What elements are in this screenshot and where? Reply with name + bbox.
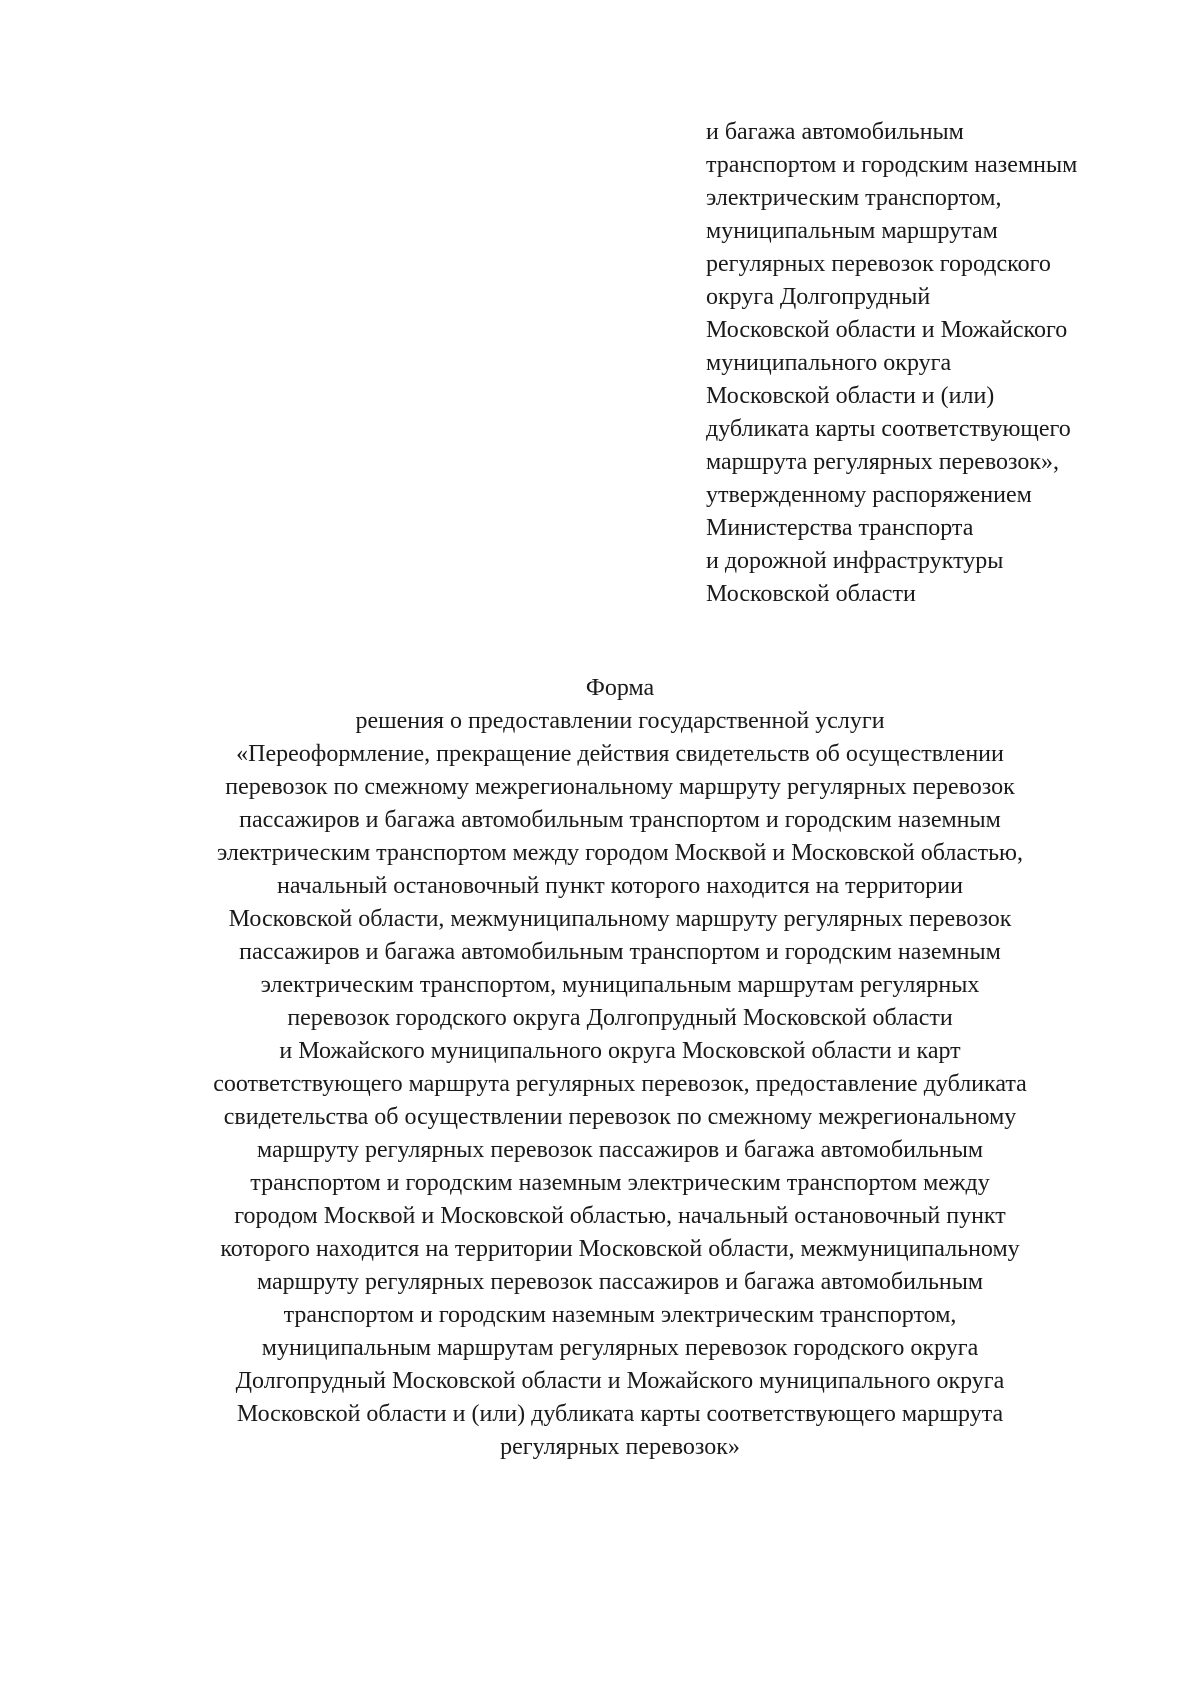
approval-reference-line: Московской области	[706, 581, 916, 607]
approval-reference-line: муниципальным маршрутам	[706, 218, 998, 244]
approval-reference-line: округа Долгопрудный	[706, 284, 931, 310]
form-title-line: соответствующего маршрута регулярных перевозок, предоставление дубликата	[213, 1071, 1027, 1097]
form-title-line: «Переоформление, прекращение действия свидетельств об осуществлении	[236, 741, 1004, 767]
form-title-line: решения о предоставлении государственной услуги	[355, 708, 885, 734]
form-title-line: электрическим транспортом между городом Москвой и Московской областью,	[217, 840, 1023, 866]
form-title-line: перевозок по смежному межрегиональному маршруту регулярных перевозок	[225, 774, 1015, 800]
approval-reference-line: муниципального округа	[706, 350, 952, 376]
form-title-line: пассажиров и багажа автомобильным транспортом и городским наземным	[239, 939, 1001, 965]
approval-reference-line: и дорожной инфраструктуры	[706, 548, 1004, 574]
form-title-line: регулярных перевозок»	[500, 1434, 740, 1460]
approval-reference-line: маршрута регулярных перевозок»,	[706, 449, 1060, 475]
form-title-line: транспортом и городским наземным электрическим транспортом между	[250, 1170, 990, 1196]
form-title-line: транспортом и городским наземным электрическим транспортом,	[283, 1302, 957, 1328]
form-title-line: городом Москвой и Московской областью, начальный остановочный пункт	[234, 1203, 1006, 1229]
approval-reference-line: транспортом и городским наземным	[706, 152, 1078, 178]
approval-reference-line: и багажа автомобильным	[706, 119, 964, 145]
approval-reference-line: Московской области и Можайского	[706, 317, 1068, 343]
approval-reference-line: регулярных перевозок городского	[706, 251, 1051, 277]
form-title-line: и Можайского муниципального округа Московской области и карт	[279, 1038, 961, 1064]
form-title-line: электрическим транспортом, муниципальным маршрутам регулярных	[260, 972, 980, 998]
form-title-line: Московской области, межмуниципальному маршруту регулярных перевозок	[228, 906, 1012, 932]
form-title-line: свидетельства об осуществлении перевозок по смежному межрегиональному	[223, 1104, 1017, 1130]
approval-reference-line: Московской области и (или)	[706, 383, 995, 409]
form-title-line: перевозок городского округа Долгопрудный Московской области	[287, 1005, 953, 1031]
form-title-line: муниципальным маршрутам регулярных перевозок городского округа	[261, 1335, 979, 1361]
approval-reference-line: дубликата карты соответствующего	[706, 416, 1071, 442]
form-title-line: Долгопрудный Московской области и Можайского муниципального округа	[235, 1368, 1005, 1394]
approval-reference-block	[706, 116, 1176, 611]
approval-reference-line: Министерства транспорта	[706, 515, 974, 541]
approval-reference-line: утвержденному распоряжением	[706, 482, 1032, 508]
form-title-line: начальный остановочный пункт которого находится на территории	[277, 873, 963, 899]
form-title-line: маршруту регулярных перевозок пассажиров и багажа автомобильным	[256, 1137, 984, 1163]
form-title-block	[120, 672, 1120, 1464]
form-title-line: пассажиров и багажа автомобильным транспортом и городским наземным	[239, 807, 1001, 833]
form-heading: Форма	[585, 675, 655, 701]
form-title-line: Московской области и (или) дубликата карты соответствующего маршрута	[236, 1401, 1004, 1427]
form-title-line: которого находится на территории Московской области, межмуниципальному	[220, 1236, 1020, 1262]
form-title-line: маршруту регулярных перевозок пассажиров и багажа автомобильным	[256, 1269, 984, 1295]
approval-reference-line: электрическим транспортом,	[706, 185, 1002, 211]
